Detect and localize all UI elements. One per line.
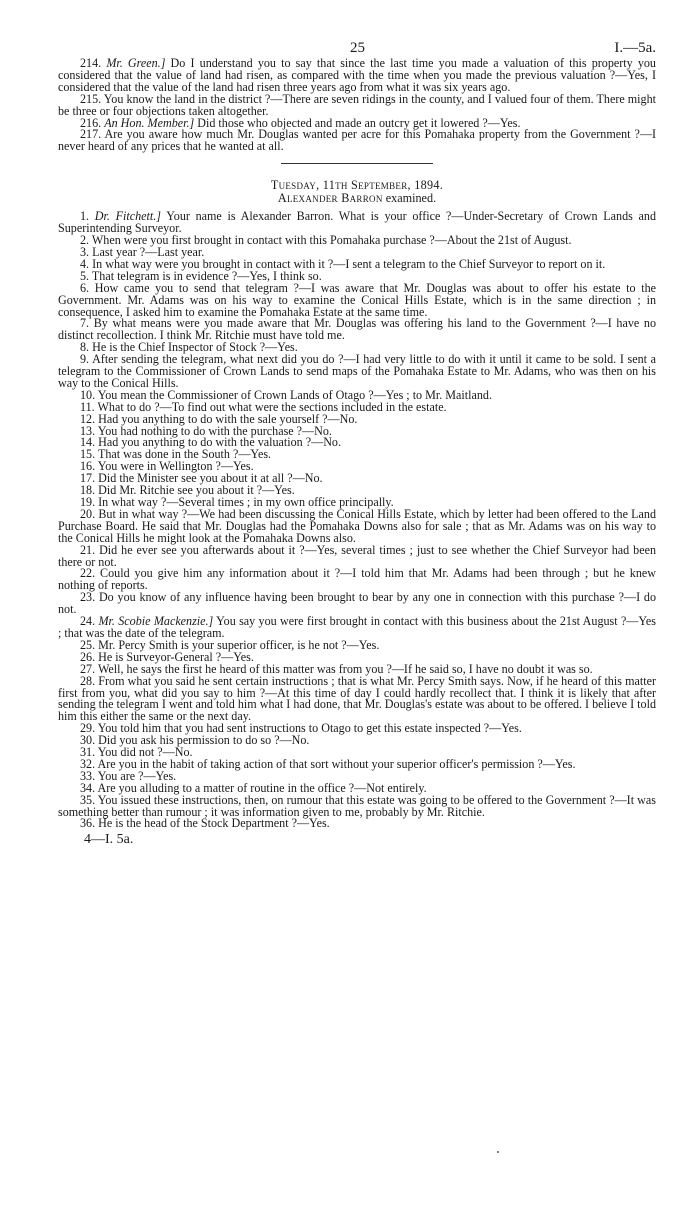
question-number: 7. — [80, 316, 90, 331]
question-paragraph — [58, 280, 657, 319]
question-paragraph — [58, 58, 656, 94]
document-reference: I.—5a. — [614, 40, 656, 56]
question-text: Did the Minister see you about it at all ?—No. — [98, 471, 323, 486]
question-number: 22. — [80, 566, 96, 581]
question-text: Could you give him any information about it ?—I told him that Mr. Adams had been through ; but he knew nothing of reports. — [58, 566, 657, 593]
question-text: From what you said he sent certain instructions ; that is what Mr. Percy Smith says. Now, if he heard of this matter first from you, what did you say to him ?—At this time of day I could hardly recollect that. I think it is likely that after sending the telegram I went and told him what I had done, that Mr. Douglas's estate was about to be offered. I believe I told him this either the same or the next day. — [58, 673, 656, 724]
question-number: 215. — [80, 91, 102, 106]
question-paragraph — [58, 616, 656, 640]
question-text: He is the Chief Inspector of Stock ?—Yes. — [92, 340, 298, 355]
question-text: That was done in the South ?—Yes. — [97, 447, 272, 462]
question-text: He is Surveyor-General ?—Yes. — [98, 649, 254, 664]
question-number: 12. — [80, 411, 96, 426]
question-text: Had you anything to do with the valuation ?—No. — [98, 435, 341, 450]
question-number: 214. — [80, 56, 102, 70]
speaker-name: An Hon. Member.] — [104, 115, 195, 130]
question-number: 19. — [80, 495, 96, 509]
question-paragraph — [58, 354, 656, 390]
question-paragraph — [58, 592, 656, 616]
question-number: 20. — [80, 506, 96, 521]
previous-evidence-section — [58, 58, 656, 153]
question-number: 8. — [80, 340, 90, 355]
witness-heading — [58, 192, 656, 205]
question-number: 34. — [80, 780, 96, 795]
examination-section — [58, 211, 656, 830]
question-text: You issued these instructions, then, on rumour that this estate was going to be offered to the Government ?—It was something better than rumour ; it was information given to me, probably by Mr. Ritchie. — [58, 792, 656, 819]
question-text: What to do ?—To find out what were the sections included in the estate. — [97, 399, 447, 414]
question-text: Your name is Alexander Barron. What is your office ?—Under-Secretary of Crown Lands and Superintending Surveyor. — [58, 209, 657, 236]
question-text: You mean the Commissioner of Crown Lands of Otago ?—Yes ; to Mr. Maitland. — [97, 387, 492, 402]
question-paragraph — [58, 818, 656, 830]
question-paragraph — [58, 211, 656, 235]
question-text: When were you first brought in contact with this Pomahaka purchase ?—About the 21st of August. — [91, 233, 572, 248]
question-number: 3. — [80, 244, 90, 259]
question-number: 2. — [80, 233, 90, 248]
question-number: 35. — [80, 792, 96, 807]
question-number: 6. — [80, 280, 90, 295]
question-text: You say you were first brought in contact with this business about the 21st August ?—Yes ; that was the date of the telegram. — [58, 614, 656, 640]
question-text: You were in Wellington ?—Yes. — [97, 459, 254, 474]
question-paragraph — [58, 792, 656, 819]
question-number: 9. — [80, 352, 90, 367]
question-paragraph — [58, 542, 656, 569]
question-number: 26. — [80, 649, 96, 664]
question-text: You are ?—Yes. — [97, 768, 177, 783]
question-paragraph — [58, 673, 656, 724]
speaker-name: Mr. Green.] — [106, 56, 166, 70]
question-number: 13. — [80, 423, 96, 438]
page-header — [58, 0, 656, 58]
question-text: Do I understand you to say that since the last time you made a valuation of this property you considered that the value of land had risen, as compared with the time when you made the previous valuation ?—Yes, I considered that the value of the land had risen three years ago from what it was six years ago. — [58, 56, 656, 94]
question-text: You know the land in the district ?—There are seven ridings in the county, and I valued four of them. There might be three or four objections taken altogether. — [58, 91, 656, 118]
question-number: 15. — [80, 447, 96, 462]
question-text: Are you in the habit of taking action of that sort without your superior officer's permission ?—Yes. — [97, 756, 576, 771]
question-text: But in what way ?—We had been discussing the Conical Hills Estate, which by letter had been offered to the Land Purchase Board. He said that Mr. Douglas had the Pomahaka Downs also for sale ; that as Mr. Adams was on his way to the Conical Hills he might look at the Pomahaka Downs also. — [58, 506, 656, 545]
question-number: 5. — [80, 268, 90, 283]
question-text: You told him that you had sent instructions to Otago to get this estate inspected ?—Yes. — [97, 721, 522, 736]
question-number: 21. — [80, 542, 96, 557]
question-text: Last year ?—Last year. — [92, 244, 205, 259]
witness-heading-rest: examined. — [382, 191, 437, 206]
page-speck — [497, 1151, 499, 1153]
question-number: 18. — [80, 483, 96, 498]
question-number: 16. — [80, 459, 96, 474]
question-paragraph — [58, 129, 656, 153]
question-text: After sending the telegram, what next did you do ?—I had very little to do with it until it came to be sold. I sent a telegram to the Commissioner of Crown Lands to send maps of the Pomahaka Estate to Mr. Adams, who was then on his way to the Conical Hills. — [58, 352, 656, 390]
question-text: Well, he says the first he heard of this matter was from you ?—If he said so, I have no doubt it was so. — [97, 661, 593, 676]
question-number: 33. — [80, 768, 96, 783]
question-text: Did Mr. Ritchie see you about it ?—Yes. — [98, 483, 295, 498]
question-number: 31. — [80, 745, 96, 760]
question-number: 25. — [80, 637, 96, 652]
question-text: Are you alluding to a matter of routine in the office ?—Not entirely. — [97, 780, 427, 795]
question-number: 29. — [80, 721, 96, 736]
question-text: Did you ask his permission to do so ?—No. — [98, 733, 310, 748]
section-divider — [281, 163, 433, 164]
page-number: 25 — [350, 40, 365, 56]
question-text: How came you to send that telegram ?—I was aware that Mr. Douglas was about to offer his estate to the Government. Mr. Adams was on his way to examine the Conical Hills Estate, which is in the same direction ; in consequence, I asked him to examine the Pomahaka Estate at the same time. — [58, 280, 657, 319]
question-number: 23. — [80, 590, 96, 605]
question-number: 10. — [80, 387, 96, 402]
question-number: 24. — [80, 614, 96, 629]
question-number: 36. — [80, 816, 96, 831]
speaker-name: Mr. Scobie Mackenzie.] — [98, 614, 214, 629]
question-number: 17. — [80, 471, 96, 486]
question-text: Had you anything to do with the sale yourself ?—No. — [98, 411, 358, 426]
question-number: 217. — [80, 127, 102, 142]
question-text: Are you aware how much Mr. Douglas wanted per acre for this Pomahaka property from the Government ?—I never heard of any prices that he wanted at all. — [58, 127, 656, 154]
question-number: 28. — [80, 673, 96, 688]
question-number: 216. — [80, 115, 102, 130]
signature-mark: 4—I. 5a. — [84, 832, 134, 848]
question-text: Do you know of any influence having been brought to bear by any one in connection with this purchase ?—I do not. — [58, 590, 656, 617]
question-text: By what means were you made aware that Mr. Douglas was offering his land to the Government ?—I have no distinct recollection. I think Mr. Ritchie must have told me. — [58, 316, 656, 343]
question-text: You had nothing to do with the purchase ?—No. — [97, 423, 332, 438]
question-paragraph — [58, 91, 656, 118]
question-number: 4. — [80, 256, 90, 271]
question-paragraph — [58, 318, 656, 342]
question-paragraph — [58, 568, 656, 592]
question-text: That telegram is in evidence ?—Yes, I think so. — [91, 268, 322, 283]
document-page — [58, 0, 656, 848]
question-text: Did he ever see you afterwards about it ?—Yes, several times ; just to see whether the Chief Surveyor had been there or not. — [58, 542, 656, 569]
question-text: Did those who objected and made an outcry get it lowered ?—Yes. — [194, 115, 521, 130]
question-number: 32. — [80, 756, 96, 771]
question-text: You did not ?—No. — [97, 745, 193, 760]
question-number: 30. — [80, 733, 96, 748]
question-paragraph — [58, 506, 656, 545]
question-number: 27. — [80, 661, 96, 676]
question-text: In what way were you brought in contact with it ?—I sent a telegram to the Chief Surveyor to report on it. — [92, 256, 606, 271]
speaker-name: Dr. Fitchett.] — [94, 209, 161, 224]
question-text: Mr. Percy Smith is your superior officer, is he not ?—Yes. — [98, 637, 380, 652]
question-number: 1. — [80, 209, 90, 224]
question-number: 11. — [80, 399, 95, 414]
question-text: In what way ?—Several times ; in my own office principally. — [98, 495, 394, 509]
question-number: 14. — [80, 435, 96, 450]
sitting-date-heading: Tuesday, 11th September, 1894. — [270, 178, 444, 193]
witness-name: Alexander Barron — [277, 191, 383, 206]
question-text: He is the head of the Stock Department ?—Yes. — [98, 816, 330, 831]
